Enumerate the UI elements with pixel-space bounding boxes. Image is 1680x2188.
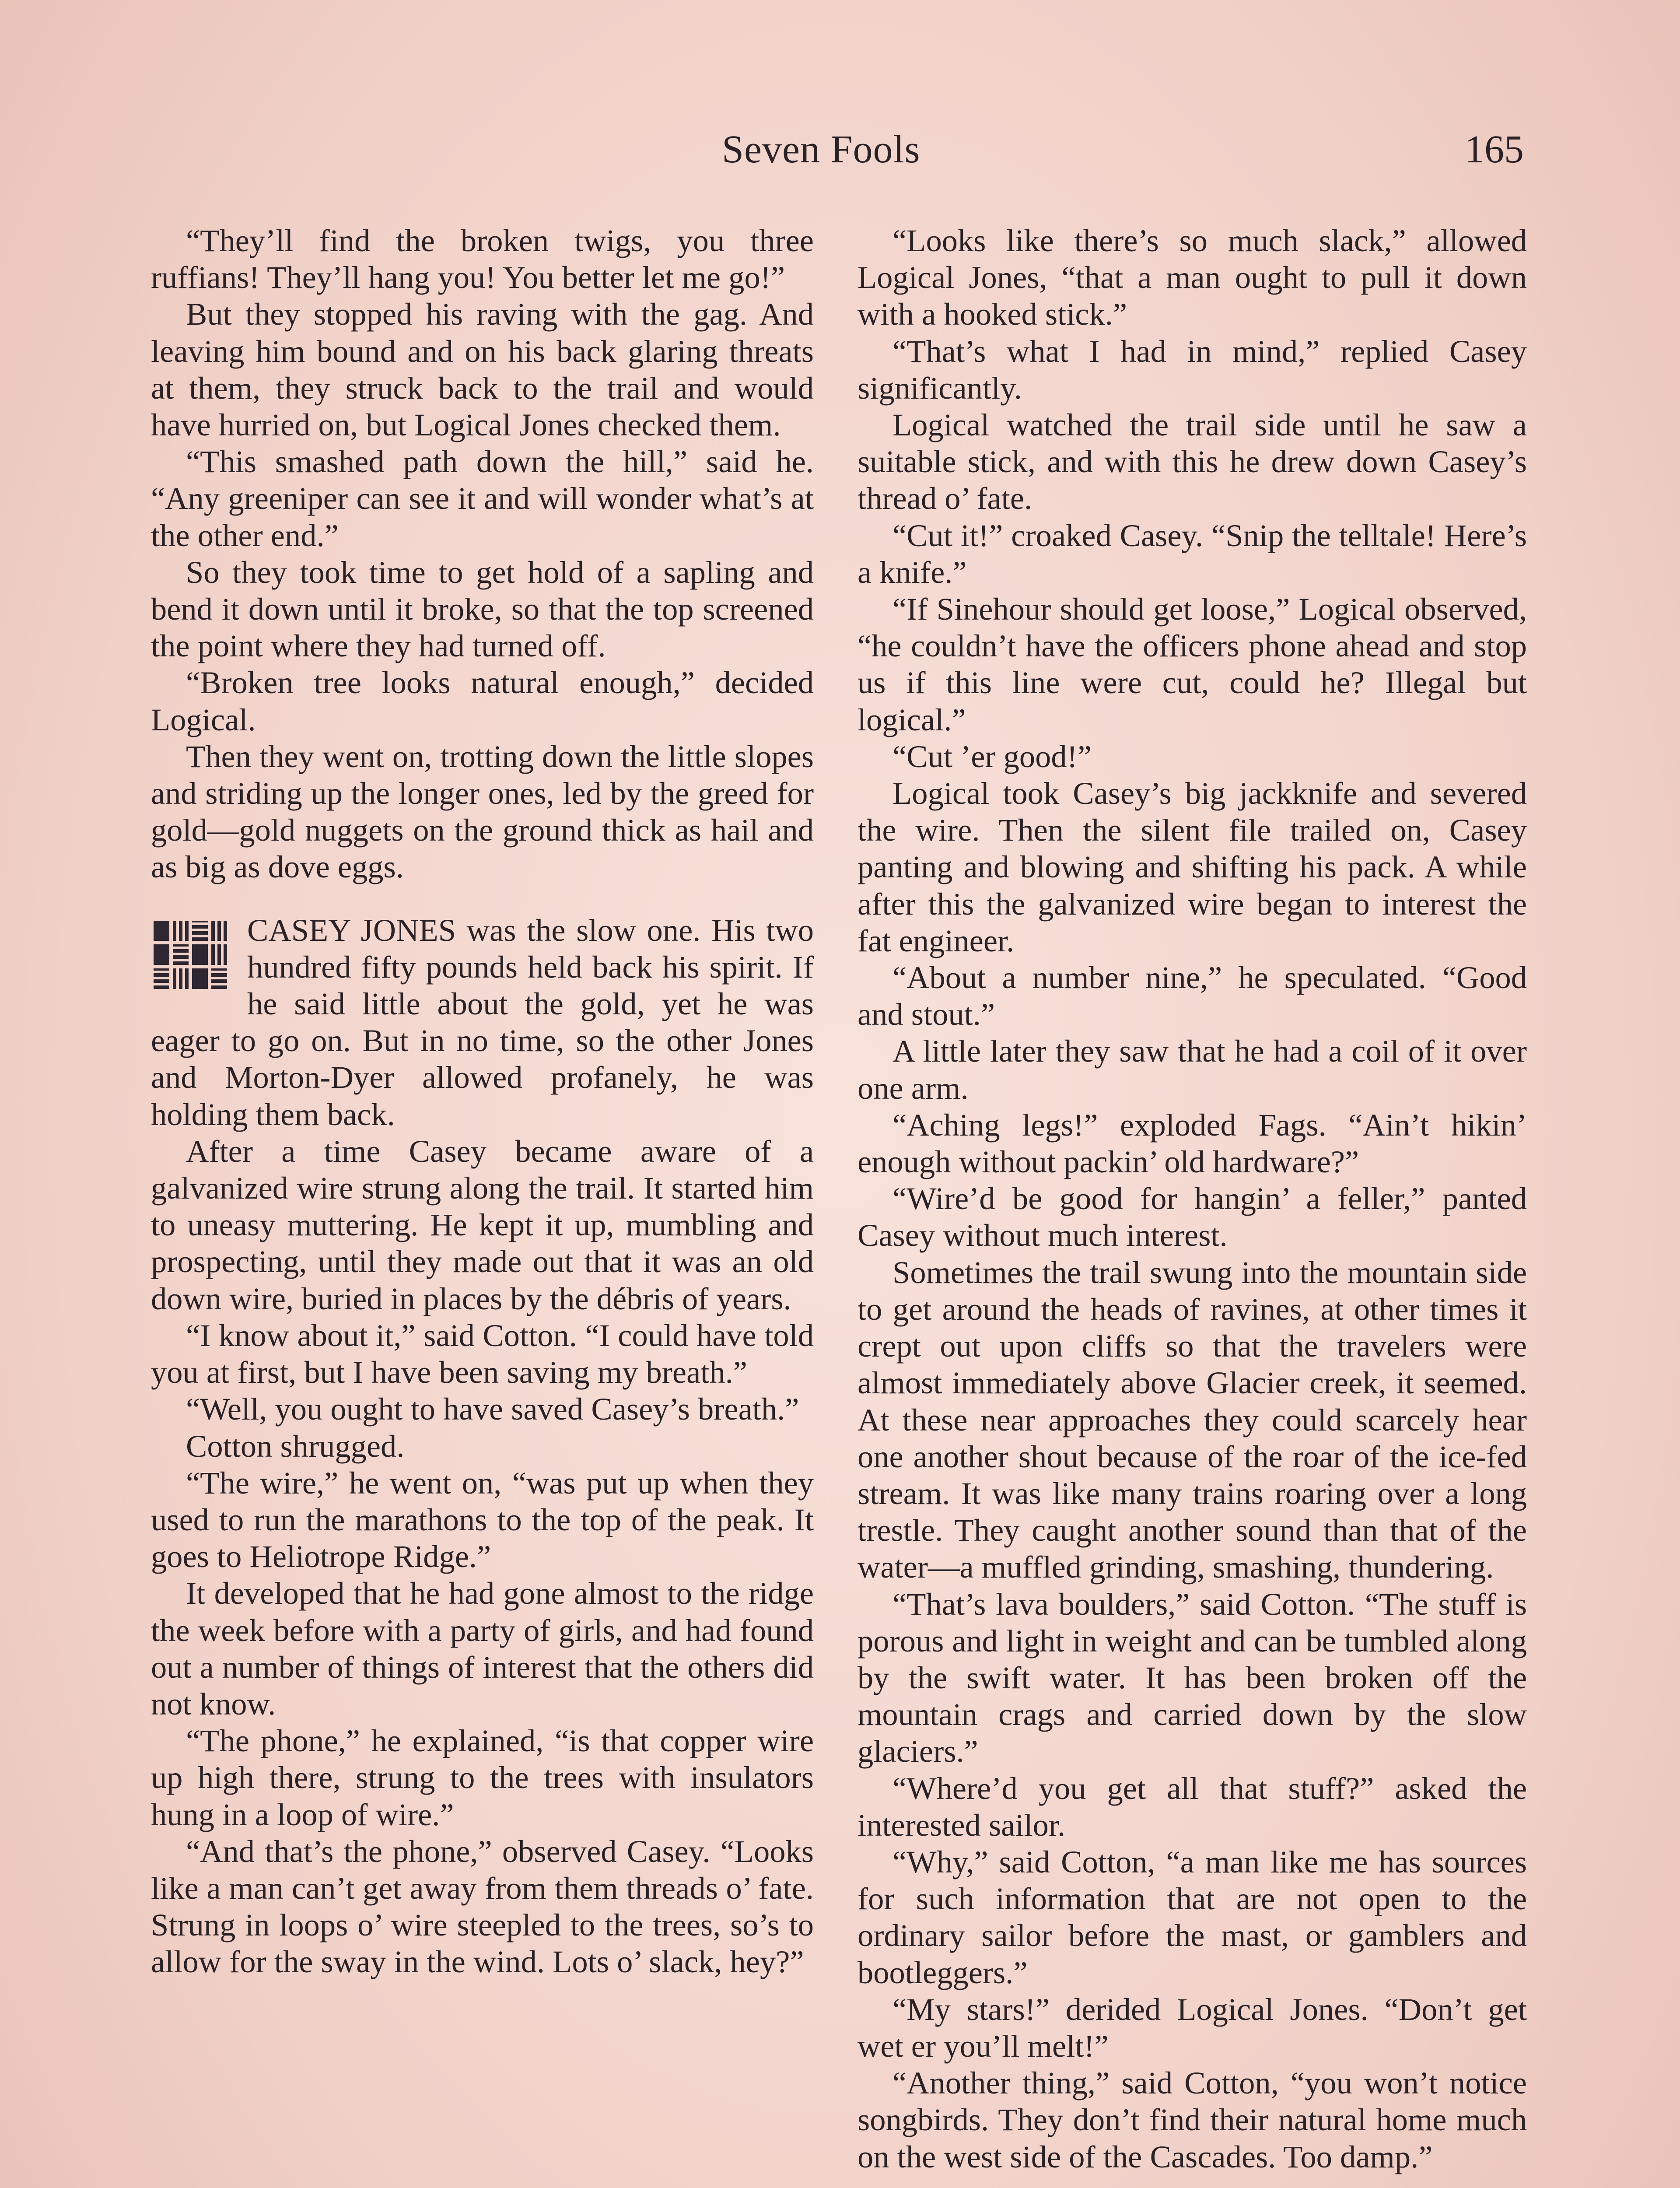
paragraph: “Well, you ought to have saved Casey’s breath.”: [186, 1391, 799, 1427]
paragraph: “Looks like there’s so much slack,” allowed Logical Jones, “that a man ought to pull it down with a hooked stick.”: [858, 223, 1527, 332]
paragraph: “This smashed path down the hill,” said he. “Any greeniper can see it and will wonder what’s at the other end.”: [151, 444, 814, 553]
paragraph: “Cut it!” croaked Casey. “Snip the telltale! Here’s a knife.”: [858, 517, 1527, 590]
page-header: [0, 127, 1680, 179]
paragraph: Cotton shrugged.: [186, 1428, 405, 1464]
paragraph: “Another thing,” said Cotton, “you won’t notice songbirds. They don’t find their natural home much on the west side of the Cascades. Too damp.”: [858, 2065, 1527, 2174]
paragraph: “The wire,” he went on, “was put up when they used to run the marathons to the top of the peak. It goes to Heliotrope Ridge.”: [151, 1465, 814, 1574]
paragraph: But they stopped his raving with the gag. And leaving him bound and on his back glaring threats at them, they struck back to the trail and would have hurried on, but Logical Jones checked them.: [151, 296, 814, 443]
paragraph: Logical watched the trail side until he saw a suitable stick, and with this he drew down Casey’s thread o’ fate.: [858, 407, 1527, 516]
paragraph: “Where’d you get all that stuff?” asked the interested sailor.: [858, 1770, 1527, 1843]
printer-ornament-icon: [151, 918, 230, 992]
section-opening: [151, 912, 814, 1133]
paragraph: “Aching legs!” exploded Fags. “Ain’t hikin’ enough without packin’ old hardware?”: [858, 1107, 1527, 1180]
left-column: [151, 222, 814, 1981]
section-opening-text: was the slow one. His two hundred fifty pounds held back his spirit. If he said little about the gold, yet he was eager to go on. But in no time, so the other Jones and Morton-Dyer allowed profanely, he was holding them back.: [151, 912, 814, 1132]
paragraph: Sometimes the trail swung into the mountain side to get around the heads of ravines, at other times it crept out upon cliffs so that the travelers were almost immediately above Glacier creek, it seemed. At these near approaches they could scarcely hear one another shout because of the roar of the ice-fed stream. It was like many trains roaring over a long trestle. They caught another sound than that of the water—a muffled grinding, smashing, thundering.: [858, 1254, 1527, 1585]
section-opening-paragraph: [151, 912, 814, 1133]
paragraph: “If Sinehour should get loose,” Logical observed, “he couldn’t have the officers phone ahead and stop us if this line were cut, could he? Illegal but logical.”: [858, 591, 1527, 737]
right-column: [858, 222, 1527, 2175]
paragraph: “Cut ’er good!”: [892, 738, 1092, 774]
paragraph: “That’s lava boulders,” said Cotton. “The stuff is porous and light in weight and can be tumbled along by the swift water. It has been broken off the mountain crags and carried down by the slow glaciers.”: [858, 1586, 1527, 1769]
paragraph: “Broken tree looks natural enough,” decided Logical.: [151, 665, 814, 737]
paragraph: “That’s what I had in mind,” replied Casey significantly.: [858, 333, 1527, 406]
lead-in: CASEY JONES: [247, 912, 456, 948]
paragraph: So they took time to get hold of a sapling and bend it down until it broke, so that the top screened the point where they had turned off.: [151, 554, 814, 664]
paragraph: “The phone,” he explained, “is that copper wire up high there, strung to the trees with insulators hung in a loop of wire.”: [151, 1723, 814, 1832]
paragraph: “I know about it,” said Cotton. “I could have told you at first, but I have been saving my breath.”: [151, 1317, 814, 1390]
paragraph: “And that’s the phone,” observed Casey. “Looks like a man can’t get away from them threads o’ fate. Strung in loops o’ wire steepled to the trees, so’s to allow for the sway in the wind. Lots o’ slack, hey?”: [151, 1833, 814, 1980]
paragraph: “My stars!” derided Logical Jones. “Don’t get wet er you’ll melt!”: [858, 1991, 1527, 2064]
paragraph: “About a number nine,” he speculated. “Good and stout.”: [858, 960, 1527, 1032]
paragraph: After a time Casey became aware of a galvanized wire strung along the trail. It started him to uneasy muttering. He kept it up, mumbling and prospecting, until they made out that it was an old down wire, buried in places by the débris of years.: [151, 1133, 814, 1316]
paragraph: A little later they saw that he had a coil of it over one arm.: [858, 1033, 1527, 1106]
page-number: 165: [1465, 128, 1524, 171]
paragraph: “They’ll find the broken twigs, you three ruffians! They’ll hang you! You better let me go!”: [151, 223, 814, 295]
paragraph: Then they went on, trotting down the little slopes and striding up the longer ones, led by the greed for gold—gold nuggets on the ground thick as hail and as big as dove eggs.: [151, 738, 814, 885]
running-title: Seven Fools: [722, 128, 920, 171]
paragraph: Logical took Casey’s big jackknife and severed the wire. Then the silent file trailed on, Casey panting and blowing and shifting his pack. A while after this the galvanized wire began to interest the fat engineer.: [858, 775, 1527, 958]
paragraph: “Wire’d be good for hangin’ a feller,” panted Casey without much interest.: [858, 1181, 1527, 1253]
paragraph: “Why,” said Cotton, “a man like me has sources for such information that are not open to the ordinary sailor before the mast, or gamblers and bootleggers.”: [858, 1844, 1527, 1990]
paragraph: It developed that he had gone almost to the ridge the week before with a party of girls, and had found out a number of things of interest that the others did not know.: [151, 1575, 814, 1722]
